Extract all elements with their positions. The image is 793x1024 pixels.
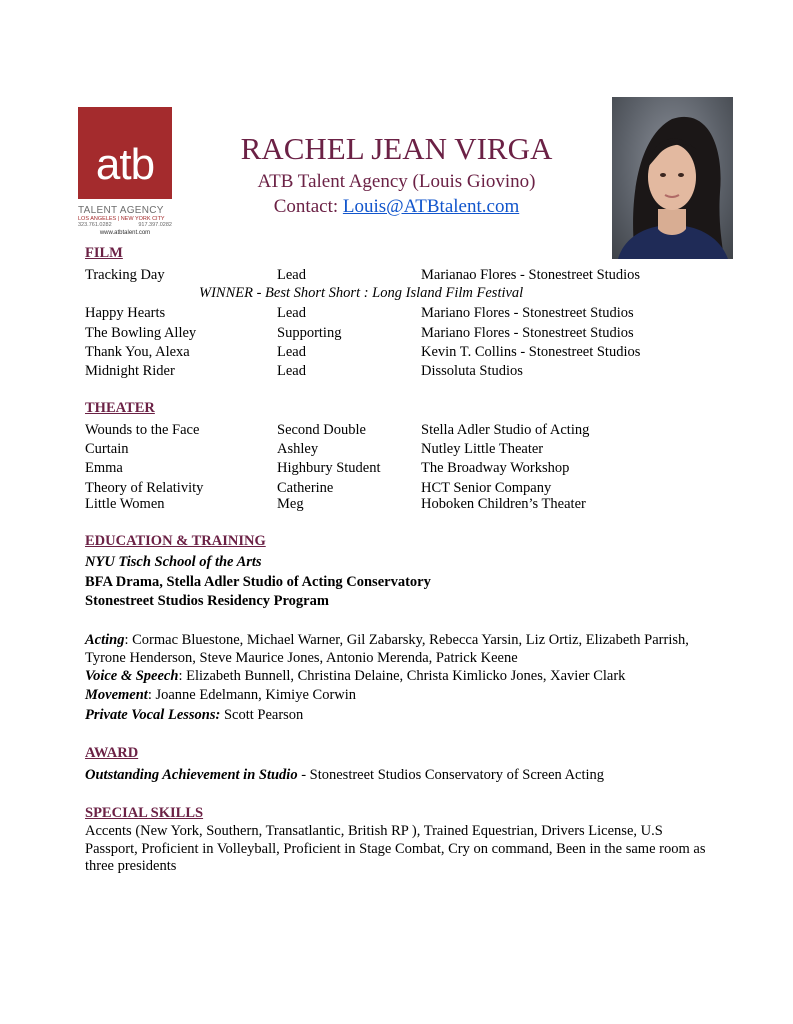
training-movement-label: Movement (85, 687, 148, 703)
education-school: NYU Tisch School of the Arts (85, 554, 262, 570)
training-movement-text: : Joanne Edelmann, Kimiye Corwin (147, 687, 357, 703)
headshot-portrait-icon (612, 97, 733, 259)
logo-mark-text: atb (95, 140, 155, 189)
film-title: Happy Hearts (85, 305, 166, 321)
training-acting-label: Acting (85, 632, 125, 648)
film-section-title: FILM (85, 245, 123, 261)
theater-company: Stella Adler Studio of Acting (421, 422, 590, 438)
training-vocal-text: Scott Pearson (220, 707, 304, 723)
theater-role: Catherine (277, 480, 334, 496)
theater-section-title: THEATER (85, 400, 155, 416)
contact-line (200, 195, 593, 219)
logo-agency-text: TALENT AGENCY (78, 205, 164, 216)
skills-section-title: SPECIAL SKILLS (85, 805, 204, 821)
film-title: Midnight Rider (85, 363, 175, 379)
film-company: Marianao Flores - Stonestreet Studios (421, 267, 641, 283)
training-movement (85, 686, 705, 704)
film-company: Kevin T. Collins - Stonestreet Studios (421, 344, 641, 360)
film-company: Mariano Flores - Stonestreet Studios (421, 305, 634, 321)
training-acting (85, 631, 705, 667)
award-detail: - Stonestreet Studios Conservatory of Screen Acting (297, 767, 605, 783)
theater-company: The Broadway Workshop (421, 460, 570, 476)
film-role: Supporting (277, 325, 342, 341)
theater-title: Curtain (85, 441, 129, 457)
logo-phones (78, 222, 172, 228)
contact-email-link[interactable]: Louis@ATBtalent.com (342, 196, 520, 217)
training-voice-label: Voice & Speech (85, 668, 179, 684)
film-title: Tracking Day (85, 267, 165, 283)
film-role: Lead (277, 363, 306, 379)
contact-label: Contact: (273, 196, 343, 217)
film-role: Lead (277, 344, 306, 360)
headshot-photo (612, 97, 733, 259)
theater-role: Meg (277, 496, 304, 512)
film-role: Lead (277, 267, 306, 283)
training-acting-text: : Cormac Bluestone, Michael Warner, Gil Zabarsky, Rebecca Yarsin, Liz Ortiz, Elizabeth Parrish, Tyrone Henderson, Steve Maurice Jones, Antonio Merenda, Patrick Keene (85, 632, 689, 666)
logo-phone-la: 323.761.0282 (78, 222, 112, 228)
logo-phone-ny: 917.397.0282 (138, 222, 172, 228)
agency-logo (78, 107, 173, 240)
logo-cities-text: LOS ANGELES | NEW YORK CITY (78, 216, 165, 222)
film-role: Lead (277, 305, 306, 321)
skills-text: Accents (New York, Southern, Transatlantic, British RP ), Trained Equestrian, Drivers License, U.S Passport, Proficient in Volleyball, Proficient in Stage Combat, Cry on command, Been in the same room as three presidents (85, 823, 706, 874)
training-vocal (85, 706, 705, 724)
theater-company: Nutley Little Theater (421, 441, 544, 457)
logo-website: www.atbtalent.com (99, 230, 151, 236)
award-section-title: AWARD (85, 745, 139, 761)
theater-company: HCT Senior Company (421, 480, 552, 496)
theater-role: Highbury Student (277, 460, 381, 476)
education-section-title: EDUCATION & TRAINING (85, 533, 266, 549)
theater-company: Hoboken Children’s Theater (421, 496, 586, 512)
theater-title: Wounds to the Face (85, 422, 200, 438)
film-company: Dissoluta Studios (421, 363, 523, 379)
theater-title: Little Women (85, 496, 165, 512)
training-voice-text: : Elizabeth Bunnell, Christina Delaine, Christa Kimlicko Jones, Xavier Clark (178, 668, 626, 684)
atb-logo-mark (78, 107, 172, 199)
film-title: Thank You, Alexa (85, 344, 190, 360)
film-title: The Bowling Alley (85, 325, 197, 341)
theater-title: Emma (85, 460, 123, 476)
theater-title: Theory of Relativity (85, 480, 204, 496)
award-name: Outstanding Achievement in Studio (85, 767, 298, 783)
education-degree: BFA Drama, Stella Adler Studio of Acting Conservatory (85, 574, 431, 590)
award-line (85, 766, 705, 784)
film-award-note: WINNER - Best Short Short : Long Island Film Festival (199, 285, 524, 301)
education-program: Stonestreet Studios Residency Program (85, 593, 329, 609)
theater-role: Second Double (277, 422, 366, 438)
agency-line: ATB Talent Agency (Louis Giovino) (257, 171, 536, 192)
theater-role: Ashley (277, 441, 319, 457)
training-vocal-label: Private Vocal Lessons: (85, 707, 221, 723)
actor-name: RACHEL JEAN VIRGA (240, 131, 553, 166)
training-voice (85, 667, 705, 685)
film-company: Mariano Flores - Stonestreet Studios (421, 325, 634, 341)
